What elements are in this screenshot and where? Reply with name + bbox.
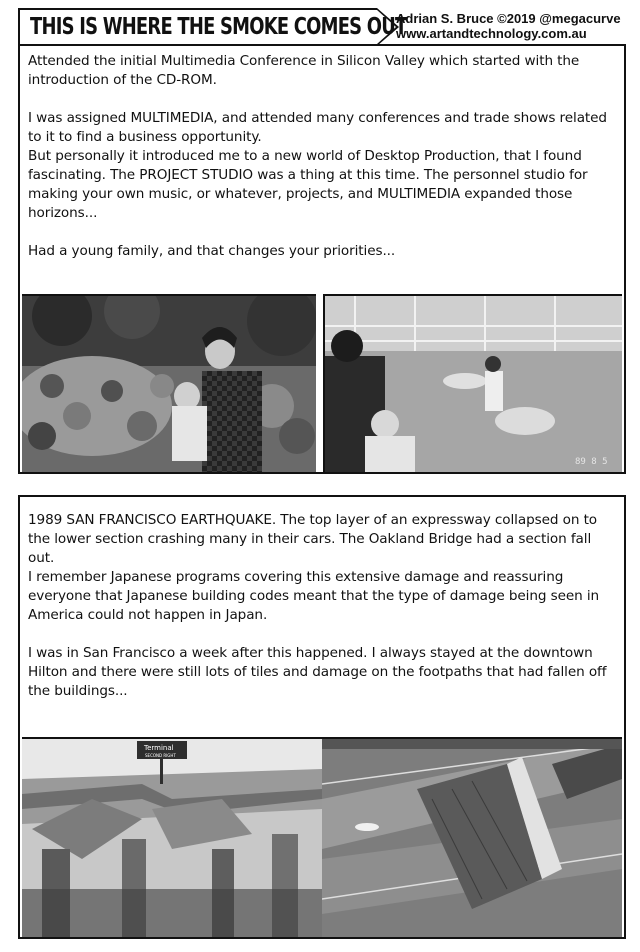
panel1-paragraph-3: But personally it introduced me to a new world of Desktop Production, that I found fascinating. The PROJECT STUDIO was a thing at this time. The personnel studio for making your own music, or whatever, projects, and MULTIMEDIA expanded those horizons... — [28, 148, 588, 221]
panel-earthquake — [18, 495, 626, 939]
author-line: Adrian S. Bruce ©2019 @megacurve — [396, 11, 621, 26]
panel2-paragraph-1: 1989 SAN FRANCISCO EARTHQUAKE. The top layer of an expressway collapsed on to the lower section crashing many in their cars. The Oakland Bridge had a section fall out. — [28, 512, 598, 566]
photo-date-stamp: 89 8 5 — [575, 457, 608, 467]
photo-go-karts — [323, 294, 622, 472]
website-link[interactable]: www.artandtechnology.com.au — [396, 26, 587, 41]
credit-block — [396, 11, 621, 41]
panel1-paragraph-4: Had a young family, and that changes your priorities... — [28, 243, 396, 259]
panel2-paragraph-3: I was in San Francisco a week after this happened. I always stayed at the downtown Hilton and there were still lots of tiles and damage on the footpaths that had fallen off the buildings... — [28, 645, 607, 699]
panel1-text — [28, 52, 616, 261]
page-title: THIS IS WHERE THE SMOKE COMES OUT — [30, 14, 407, 40]
panel2-text — [28, 511, 616, 701]
panel1-paragraph-1: Attended the initial Multimedia Conference in Silicon Valley which started with the introduction of the CD-ROM. — [28, 53, 580, 88]
panel1-paragraph-2: I was assigned MULTIMEDIA, and attended many conferences and trade shows related to it to find a business opportunity. — [28, 110, 607, 145]
photo-garden-mother-baby — [22, 294, 316, 472]
sign-terminal-text: Terminal — [144, 744, 174, 752]
photo-bay-bridge-collapse — [322, 737, 622, 937]
panel2-paragraph-2: I remember Japanese programs covering this extensive damage and reassuring everyone that Japanese building codes meant that the type of damage being seen in America could not happen in Japan. — [28, 569, 600, 623]
sign-second-right-text: SECOND RIGHT — [145, 753, 176, 758]
photo-collapsed-expressway — [22, 737, 322, 937]
panel-multimedia — [18, 44, 626, 474]
title-banner — [18, 8, 407, 46]
